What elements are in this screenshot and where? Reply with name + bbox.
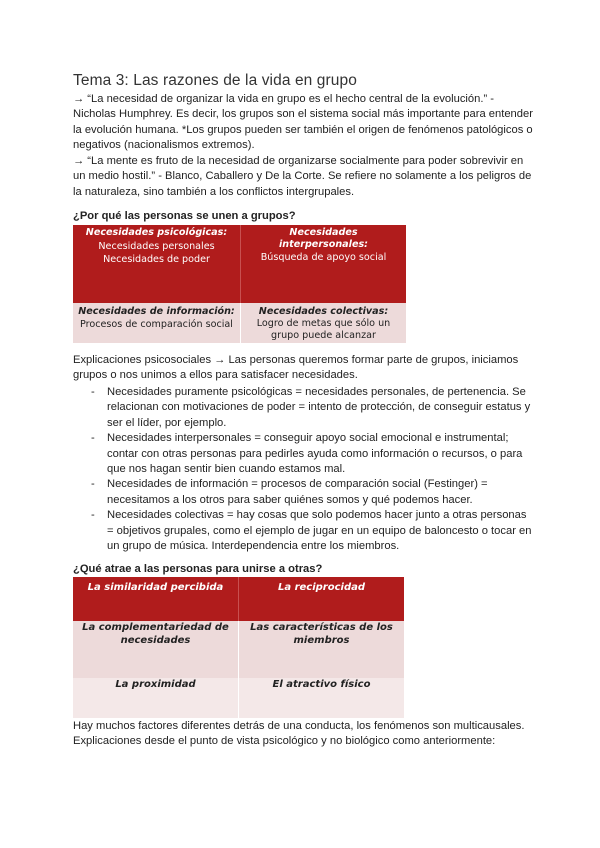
attraction-table	[73, 577, 404, 718]
bullet-dash: -	[91, 509, 95, 522]
needs-cell-psicologicas	[73, 225, 241, 303]
intro-paragraph-1: → “La necesidad de organizar la vida en grupo es el hecho central de la evolución.” - Nicholas Humphrey. Es decir, los grupos son el sistema social más importante para entender la evolución humana. *Los grupos pueden ser también el origen de fenómenos patológicos o negativos (nacionalismos extremos).	[73, 93, 533, 152]
attraction-cell-complementariedad	[73, 621, 239, 678]
attraction-proximidad: La proximidad	[115, 679, 196, 690]
needs-informacion-line1: Procesos de comparación social	[80, 319, 233, 330]
needs-psicologicas-line1: Necesidades personales	[98, 241, 215, 252]
bullet-text: Necesidades puramente psicológicas = necesidades personales, de pertenencia. Se relacionan con motivaciones de poder = intento de protección, de conseguir estatus y ser el líder, por ejemplo.	[107, 386, 531, 429]
closing-paragraph: Hay muchos factores diferentes detrás de una conducta, los fenómenos son multicausales. Explicaciones desde el punto de vista psicológico y no biológico como anteriormente:	[73, 720, 525, 748]
needs-colectivas-title: Necesidades colectivas:	[258, 306, 389, 317]
attraction-caracteristicas: Las características de los miembros	[250, 622, 393, 646]
needs-interpersonales-title: Necesidades interpersonales:	[279, 227, 368, 250]
needs-bullet-list	[73, 385, 533, 554]
attraction-cell-similaridad	[73, 577, 239, 621]
attraction-similaridad: La similaridad percibida	[87, 582, 224, 593]
question-heading-2: ¿Qué atrae a las personas para unirse a otras?	[73, 563, 323, 575]
question-heading-1: ¿Por qué las personas se unen a grupos?	[73, 210, 296, 222]
needs-cell-informacion	[73, 303, 241, 343]
attraction-cell-reciprocidad	[239, 577, 405, 621]
list-item	[73, 385, 533, 431]
attraction-complementariedad: La complementariedad de necesidades	[82, 622, 229, 646]
needs-interpersonales-line1: Búsqueda de apoyo social	[260, 252, 387, 263]
attraction-cell-atractivo	[239, 678, 405, 718]
needs-colectivas-line1: Logro de metas que sólo un grupo puede alcanzar	[256, 318, 391, 341]
list-item	[73, 431, 533, 477]
bullet-dash: -	[91, 386, 95, 398]
intro-paragraph-2: → “La mente es fruto de la necesidad de organizarse socialmente para poder sobrevivir en un medio hostil.” - Blanco, Caballero y De la Corte. Se refiere no solamente a los peligros de la naturaleza, sino también a los conflictos intergrupales.	[73, 155, 532, 198]
bullet-dash: -	[91, 432, 95, 445]
bullet-text: Necesidades de información = procesos de comparación social (Festinger) = necesitamos a los otros para saber quiénes somos y qué podemos hacer.	[107, 478, 488, 506]
attraction-reciprocidad: La reciprocidad	[277, 582, 366, 593]
list-item	[73, 508, 533, 554]
list-item	[73, 477, 533, 508]
needs-informacion-title: Necesidades de información:	[78, 306, 235, 317]
needs-cell-colectivas	[241, 303, 407, 343]
needs-cell-interpersonales	[241, 225, 407, 303]
attraction-cell-caracteristicas	[239, 621, 405, 678]
explicaciones-paragraph: Explicaciones psicosociales → Las personas queremos formar parte de grupos, iniciamos grupos o nos unimos a ellos para satisfacer necesidades.	[73, 354, 519, 382]
page-title: Tema 3: Las razones de la vida en grupo	[73, 72, 357, 89]
attraction-cell-proximidad	[73, 678, 239, 718]
bullet-dash: -	[91, 478, 95, 491]
needs-psicologicas-title: Necesidades psicológicas:	[85, 227, 228, 238]
bullet-text: Necesidades colectivas = hay cosas que solo podemos hacer junto a otras personas = objetivos grupales, como el ejemplo de jugar en un equipo de baloncesto o tocar en un grupo de música. Interdependencia entre los miembros.	[107, 509, 532, 553]
attraction-atractivo: El atractivo físico	[272, 679, 371, 690]
needs-table	[73, 225, 406, 343]
needs-psicologicas-line2: Necesidades de poder	[103, 254, 210, 265]
bullet-text: Necesidades interpersonales = conseguir apoyo social emocional e instrumental; contar con otras personas para pedirles ayuda como información o recursos, o para que nos hagan sentir bien cuando estamos mal.	[107, 432, 523, 476]
